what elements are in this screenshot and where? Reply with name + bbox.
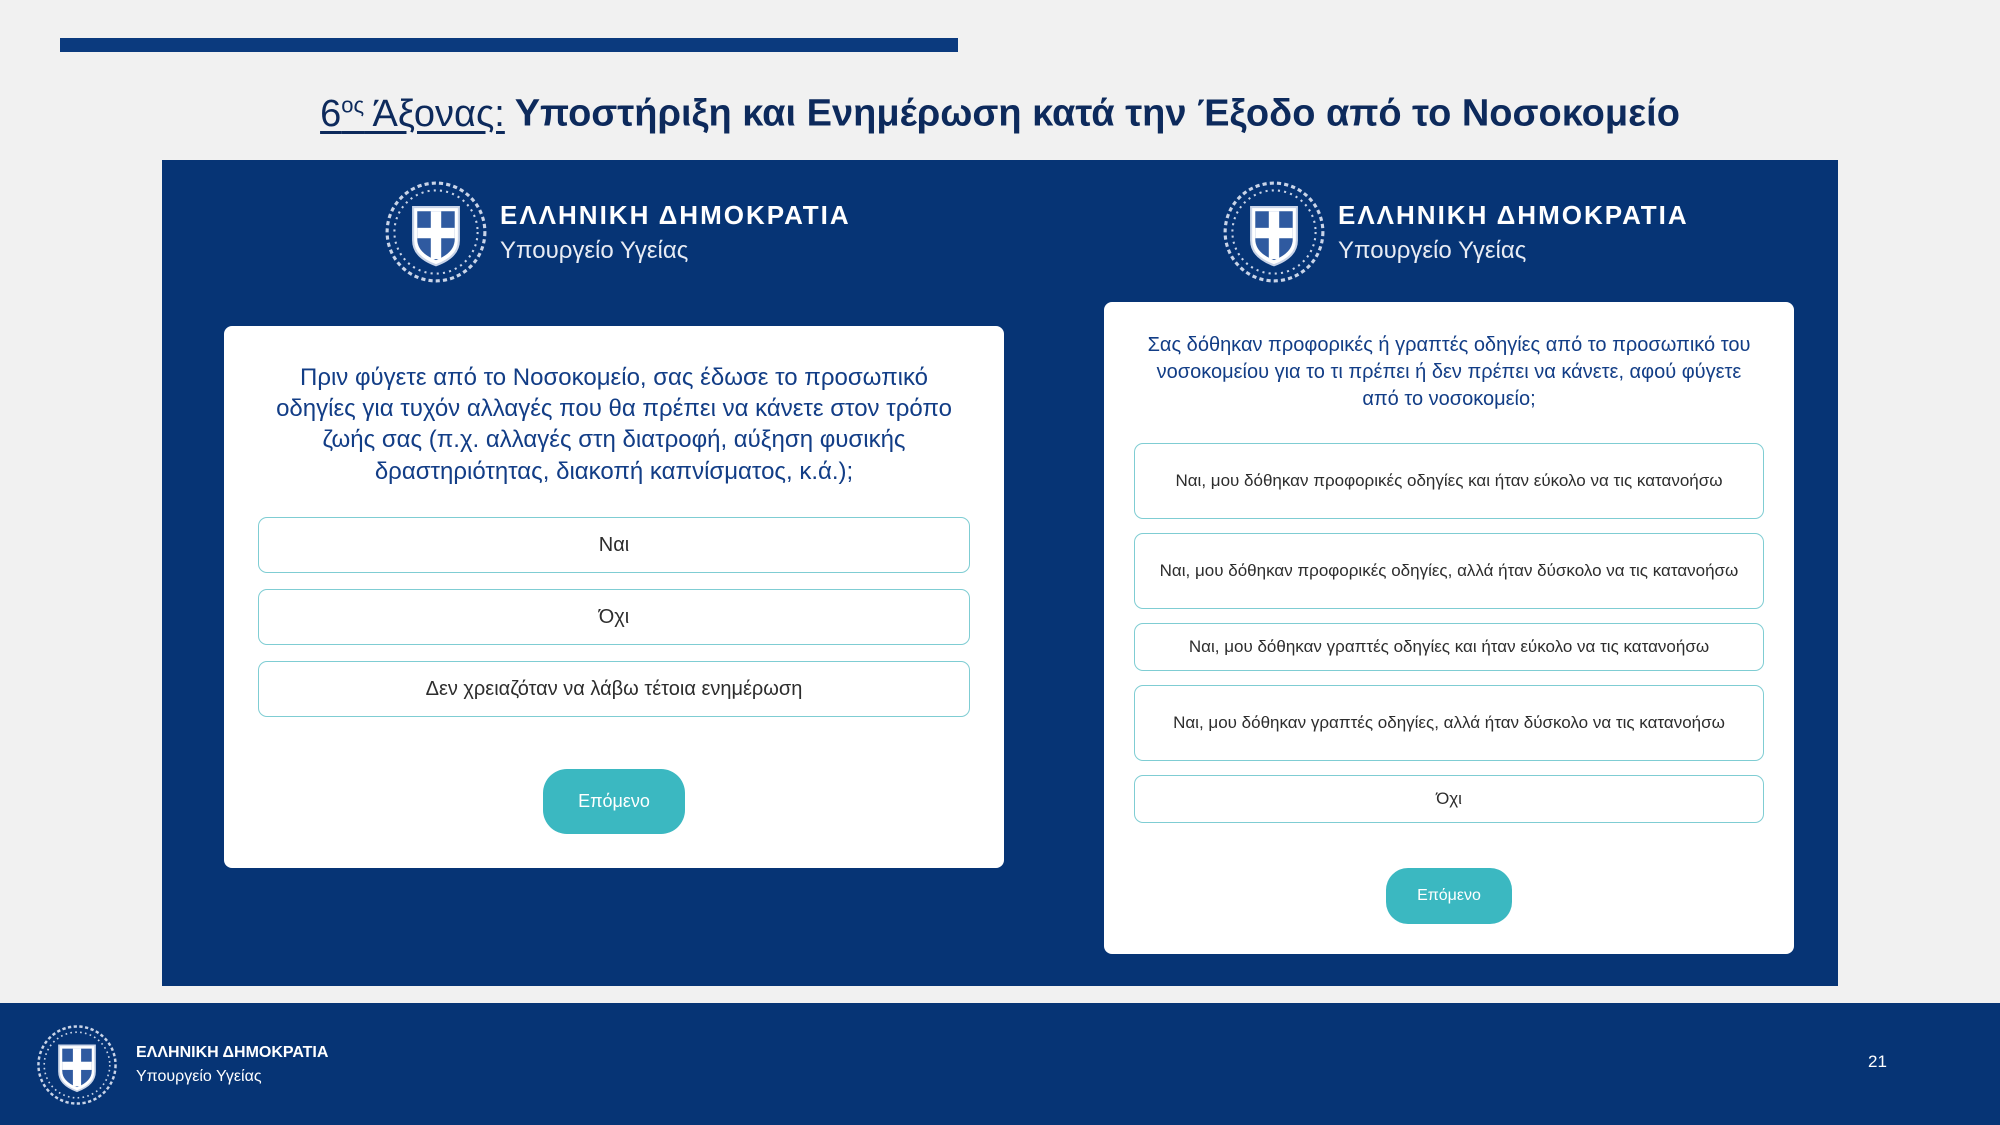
answer-option-no[interactable]: Όχι (258, 589, 970, 645)
ministry-country: ΕΛΛΗΝΙΚΗ ΔΗΜΟΚΡΑΤΙΑ (1338, 199, 1689, 230)
answer-option-oral-easy[interactable]: Ναι, μου δόθηκαν προφορικές οδηγίες και ήταν εύκολο να τις κατανοήσω (1134, 443, 1764, 519)
ministry-header-right (1222, 176, 1689, 288)
slide-title (0, 92, 2000, 136)
screenshots-panel (162, 160, 1838, 986)
ministry-header-left (384, 176, 851, 288)
slide-title-text: Υποστήριξη και Ενημέρωση κατά την Έξοδο από το Νοσοκομείο (504, 92, 1680, 135)
ministry-dept: Υπουργείο Υγείας (1338, 236, 1527, 264)
page-number: 21 (1868, 1052, 1887, 1071)
answer-option-yes[interactable]: Ναι (258, 517, 970, 573)
footer-country: ΕΛΛΗΝΙΚΗ ΔΗΜΟΚΡΑΤΙΑ (136, 1044, 329, 1061)
answer-option-written-difficult[interactable]: Ναι, μου δόθηκαν γραπτές οδηγίες, αλλά ήταν δύσκολο να τις κατανοήσω (1134, 685, 1764, 761)
question-text: Πριν φύγετε από το Νοσοκομείο, σας έδωσε το προσωπικό οδηγίες για τυχόν αλλαγές που θα πρέπει να κάνετε στον τρόπο ζωής σας (π.χ. αλλαγές στη διατροφή, αύξηση φυσικής δραστηριότητας, διακοπή καπνίσματος, κ.ά.); (276, 364, 952, 485)
axis-label: $6^{o\varsigma}$ Άξονας: (320, 92, 505, 135)
greek-seal-icon (384, 176, 488, 288)
ministry-country: ΕΛΛΗΝΙΚΗ ΔΗΜΟΚΡΑΤΙΑ (500, 199, 851, 230)
next-button[interactable]: Επόμενο (543, 769, 685, 834)
greek-seal-icon (1222, 176, 1326, 288)
greek-seal-icon (36, 1024, 118, 1106)
question-card-left (224, 326, 1004, 868)
answer-option-written-easy[interactable]: Ναι, μου δόθηκαν γραπτές οδηγίες και ήταν εύκολο να τις κατανοήσω (1134, 623, 1764, 671)
question-card-right (1104, 302, 1794, 954)
answer-option-not-needed[interactable]: Δεν χρειαζόταν να λάβω τέτοια ενημέρωση (258, 661, 970, 717)
footer-dept: Υπουργείο Υγείας (136, 1068, 262, 1085)
answer-option-no[interactable]: Όχι (1134, 775, 1764, 823)
answer-option-oral-difficult[interactable]: Ναι, μου δόθηκαν προφορικές οδηγίες, αλλά ήταν δύσκολο να τις κατανοήσω (1134, 533, 1764, 609)
next-button[interactable]: Επόμενο (1386, 868, 1512, 924)
question-text: Σας δόθηκαν προφορικές ή γραπτές οδηγίες από το προσωπικό του νοσοκομείου για το τι πρέπει ή δεν πρέπει να κάνετε, αφού φύγετε από το νοσοκομείο; (1147, 334, 1751, 410)
ministry-dept: Υπουργείο Υγείας (500, 236, 689, 264)
top-accent-bar (60, 38, 958, 52)
footer-bar (0, 1003, 2000, 1125)
